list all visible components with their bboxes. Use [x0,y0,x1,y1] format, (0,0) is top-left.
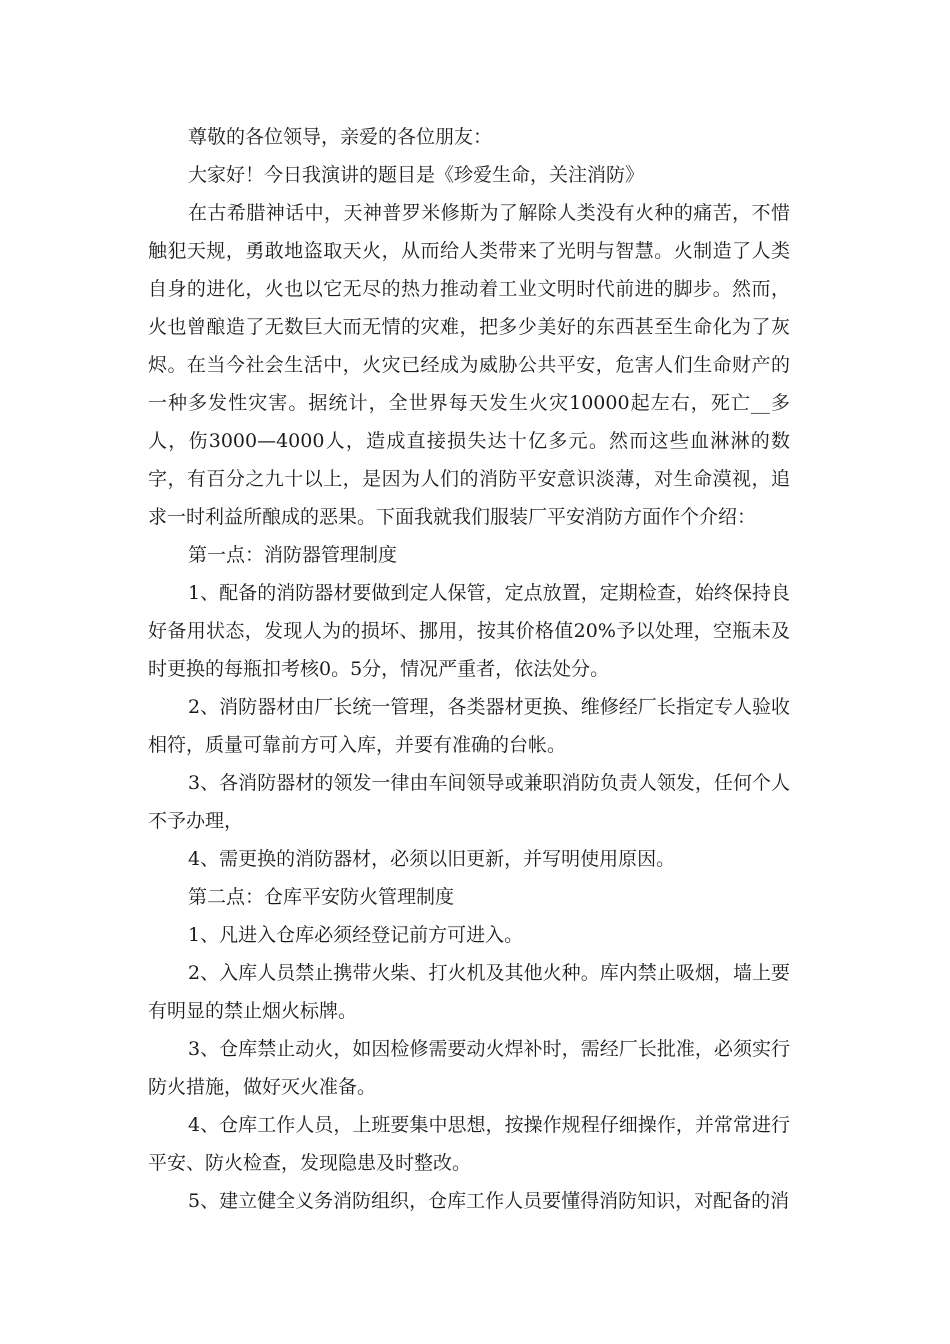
document-page [148,118,790,1220]
opening-line: 大家好！今日我演讲的题目是《珍爱生命，关注消防》 [188,164,645,186]
list-item: 3、各消防器材的领发一律由车间领导或兼职消防负责人领发，任何个人不予办理， [148,772,790,832]
list-item: 1、凡进入仓库必须经登记前方可进入。 [188,924,524,946]
intro-paragraph: 在古希腊神话中，天神普罗米修斯为了解除人类没有火种的痛苦，不惜触犯天规，勇敢地盗取天火，从而给人类带来了光明与智慧。火制造了人类自身的进化，火也以它无尽的热力推动着工业文明时代前进的脚步。然而，火也曾酿造了无数巨大而无情的灾难，把多少美好的东西甚至生命化为了灰烬。在当今社会生活中，火灾已经成为威胁公共平安，危害人们生命财产的一种多发性灾害。据统计，全世界每天发生火灾10000起左右，死亡__多人，伤3000—4000人，造成直接损失达十亿多元。然而这些血淋淋的数字，有百分之九十以上，是因为人们的消防平安意识淡薄，对生命漠视，追求一时利益所酿成的恶果。下面我就我们服装厂平安消防方面作个介绍： [148,202,790,528]
list-item: 1、配备的消防器材要做到定人保管，定点放置，定期检查，始终保持良好备用状态，发现人为的损坏、挪用，按其价格值20%予以处理，空瓶未及时更换的每瓶扣考核0。5分，情况严重者，依法处分。 [148,582,790,680]
list-item: 2、入库人员禁止携带火柴、打火机及其他火种。库内禁止吸烟，墙上要有明显的禁止烟火标牌。 [148,962,790,1022]
section-heading-fire-equipment: 第一点：消防器管理制度 [188,544,398,566]
list-item: 2、消防器材由厂长统一管理，各类器材更换、维修经厂长指定专人验收相符，质量可靠前方可入库，并要有准确的台帐。 [148,696,790,756]
list-item: 3、仓库禁止动火，如因检修需要动火焊补时，需经厂长批准，必须实行防火措施，做好灭火准备。 [148,1038,790,1098]
list-item: 5、建立健全义务消防组织，仓库工作人员要懂得消防知识，对配备的消 [188,1190,790,1212]
greeting-line: 尊敬的各位领导，亲爱的各位朋友： [188,126,493,148]
section-heading-warehouse-fire-safety: 第二点：仓库平安防火管理制度 [188,886,455,908]
list-item: 4、需更换的消防器材，必须以旧更新，并写明使用原因。 [188,848,676,870]
list-item: 4、仓库工作人员，上班要集中思想，按操作规程仔细操作，并常常进行平安、防火检查，发现隐患及时整改。 [148,1114,790,1174]
